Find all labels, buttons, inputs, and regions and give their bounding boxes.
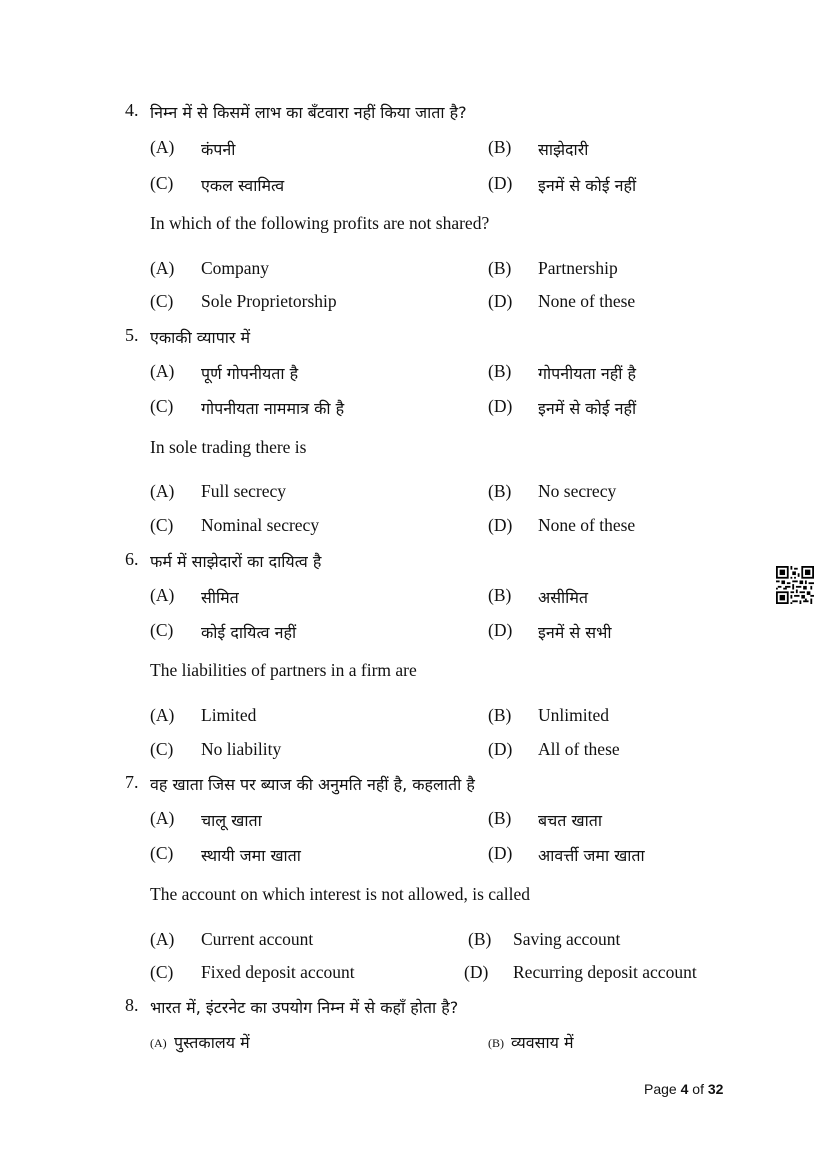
option-label: (A) (150, 137, 175, 157)
footer-middle: of (688, 1081, 708, 1097)
option-text: चालू खाता (201, 811, 262, 830)
option-text: इनमें से सभी (538, 623, 612, 642)
option-text: गोपनीयता नहीं है (538, 364, 636, 383)
question-number: 6. (125, 549, 139, 569)
option-label: (B) (488, 258, 512, 278)
option-text: एकल स्वामित्व (201, 176, 285, 195)
option-text: Full secrecy (201, 481, 287, 501)
option-label: (C) (150, 515, 174, 535)
option-label: (B) (488, 137, 512, 157)
option-text: पुस्तकालय में (174, 1033, 250, 1052)
option-label: (C) (150, 843, 174, 863)
option-label: (C) (150, 739, 174, 759)
question-english-text: In sole trading there is (150, 437, 307, 457)
qr-code-icon (776, 566, 814, 604)
question-hindi-text: निम्न में से किसमें लाभ का बँटवारा नहीं किया जाता है? (150, 103, 467, 122)
question-number: 5. (125, 325, 139, 345)
option-label: (B) (488, 585, 512, 605)
option-text: Company (201, 258, 270, 278)
option-label: (D) (488, 291, 513, 311)
option-text: Saving account (513, 929, 621, 949)
option-text: बचत खाता (538, 811, 602, 830)
option-label: (C) (150, 173, 174, 193)
option-text: Limited (201, 705, 257, 725)
option-label: (A) (150, 258, 175, 278)
question-english-text: The liabilities of partners in a firm are (150, 660, 417, 680)
option-text: Unlimited (538, 705, 609, 725)
option-label: (D) (464, 962, 489, 982)
question-hindi-text: वह खाता जिस पर ब्याज की अनुमति नहीं है, कहलाती है (150, 775, 475, 794)
option-text: व्यवसाय में (511, 1033, 574, 1052)
option-text: Sole Proprietorship (201, 291, 337, 311)
option-text: असीमित (538, 588, 589, 607)
option-label: (D) (488, 396, 513, 416)
option-label: (B) (488, 1036, 504, 1050)
option-label: (A) (150, 705, 175, 725)
option-label: (C) (150, 962, 174, 982)
option-label: (A) (150, 585, 175, 605)
option-text: कोई दायित्व नहीं (201, 623, 297, 642)
question-english-text: In which of the following profits are not shared? (150, 213, 490, 233)
option-text: साझेदारी (538, 140, 589, 159)
option-text: No liability (201, 739, 282, 759)
footer-prefix: Page (644, 1081, 681, 1097)
option-label: (A) (150, 808, 175, 828)
option-label: (A) (150, 361, 175, 381)
question-number: 4. (125, 100, 139, 120)
option-label: (C) (150, 620, 174, 640)
option-label: (D) (488, 173, 513, 193)
option-text: कंपनी (201, 140, 236, 159)
option-label: (B) (488, 808, 512, 828)
question-hindi-text: एकाकी व्यापार में (150, 328, 251, 347)
option-text: No secrecy (538, 481, 617, 501)
option-label: (D) (488, 620, 513, 640)
option-text: None of these (538, 291, 636, 311)
current-page: 4 (680, 1081, 689, 1097)
option-label: (C) (150, 396, 174, 416)
option-text: सीमित (201, 588, 239, 607)
option-text: None of these (538, 515, 636, 535)
option-label: (A) (150, 481, 175, 501)
option-text: Partnership (538, 258, 618, 278)
question-number: 7. (125, 772, 139, 792)
option-text: Fixed deposit account (201, 962, 355, 982)
option-label: (B) (488, 705, 512, 725)
option-text: Recurring deposit account (513, 962, 697, 982)
total-pages: 32 (707, 1081, 724, 1097)
option-label: (A) (150, 1036, 167, 1050)
question-english-text: The account on which interest is not allowed, is called (150, 884, 531, 904)
option-label: (D) (488, 515, 513, 535)
option-text: Current account (201, 929, 314, 949)
option-label: (D) (488, 843, 513, 863)
option-label: (C) (150, 291, 174, 311)
option-text: All of these (538, 739, 620, 759)
option-label: (B) (488, 361, 512, 381)
option-text: Nominal secrecy (201, 515, 320, 535)
question-hindi-text: फर्म में साझेदारों का दायित्व है (150, 552, 322, 571)
question-number: 8. (125, 995, 139, 1015)
option-text: इनमें से कोई नहीं (538, 399, 637, 418)
option-text: स्थायी जमा खाता (201, 846, 301, 865)
option-text: गोपनीयता नाममात्र की है (201, 399, 345, 418)
option-label: (B) (488, 481, 512, 501)
option-label: (A) (150, 929, 175, 949)
question-hindi-text: भारत में, इंटरनेट का उपयोग निम्न में से कहाँ होता है? (150, 998, 459, 1017)
option-label: (D) (488, 739, 513, 759)
option-text: इनमें से कोई नहीं (538, 176, 637, 195)
page-footer (644, 1081, 723, 1097)
option-label: (B) (468, 929, 492, 949)
option-text: आवर्त्ती जमा खाता (538, 846, 645, 865)
option-text: पूर्ण गोपनीयता है (201, 364, 299, 383)
